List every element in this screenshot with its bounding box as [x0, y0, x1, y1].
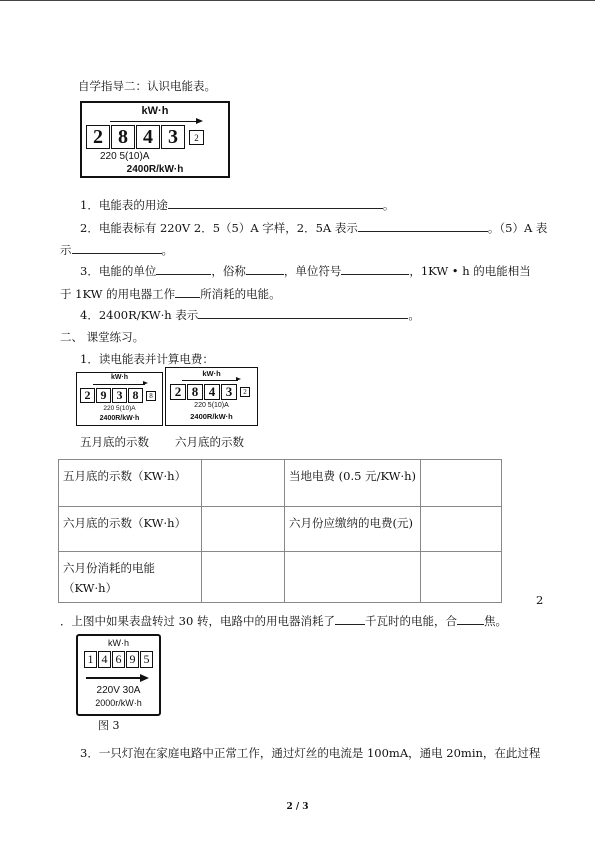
meter-digits	[170, 384, 251, 400]
meter-digit: 2	[170, 384, 186, 400]
meter-unit: kW·h	[108, 638, 129, 648]
arrow-right-icon	[236, 377, 241, 381]
answer-blank[interactable]	[156, 263, 211, 275]
answer-blank[interactable]	[358, 220, 488, 232]
answer-blank[interactable]	[198, 307, 408, 319]
top-rule	[0, 0, 595, 1]
section-heading: 自学指导二：认识电能表。	[78, 79, 216, 93]
arrow-right-icon	[140, 674, 149, 682]
meter-fig3	[76, 634, 161, 716]
table-row	[59, 507, 502, 552]
table-cell-input[interactable]	[202, 507, 285, 552]
meter-may	[76, 372, 163, 426]
table-cell: 六月份应缴纳的电费(元)	[285, 507, 421, 552]
table-row	[59, 552, 502, 603]
meter-constant: 2400R/kW·h	[190, 412, 233, 421]
meter-digit: 6	[112, 651, 125, 668]
meter-rating: 220 5(10)A	[103, 405, 136, 412]
meter-digit: 1	[84, 651, 97, 668]
meter-digit: 8	[111, 125, 135, 149]
meter-digit: 4	[136, 125, 160, 149]
meter-constant: 2400R/kW·h	[99, 415, 140, 422]
table-cell: 六月底的示数（KW·h）	[59, 507, 202, 552]
meter-unit: kW·h	[110, 374, 129, 381]
meter-constant: 2000r/kW·h	[95, 698, 142, 708]
answer-blank[interactable]	[72, 242, 162, 254]
electricity-bill-table	[58, 459, 502, 603]
meter-digits	[86, 125, 205, 149]
answer-blank[interactable]	[457, 613, 484, 625]
meter-digit: 8	[187, 384, 203, 400]
meter-constant: 2400R/kW·h	[126, 164, 184, 175]
meter-arrow-line	[182, 380, 238, 381]
table-cell: 五月底的示数（KW·h）	[59, 460, 202, 507]
table-cell-input[interactable]	[421, 552, 502, 603]
arrow-right-icon	[143, 381, 148, 385]
meter-arrow-line	[86, 677, 142, 679]
answer-blank[interactable]	[246, 263, 284, 275]
meter-digit-decimal: 8	[146, 391, 156, 401]
arrow-right-icon	[196, 118, 203, 124]
page-number: 2 / 3	[286, 802, 309, 812]
table-row	[59, 460, 502, 507]
table-cell-input[interactable]	[202, 460, 285, 507]
question-2: 2．电能表标有 220V 2．5（5）A 字样，2．5A 表示 。（5）A 表	[80, 221, 548, 235]
meter-main	[80, 101, 230, 178]
meter-digit: 8	[128, 388, 143, 403]
meter-digit: 3	[221, 384, 237, 400]
meter-rating: 220 5(10)A	[194, 402, 229, 409]
meter-digit-decimal: 2	[240, 387, 250, 397]
meter-arrow-line	[93, 384, 145, 385]
question-4: 4．2400R/KW·h 表示 。	[80, 308, 420, 322]
meter-june	[165, 367, 258, 426]
answer-blank[interactable]	[335, 613, 365, 625]
meter-digit: 3	[112, 388, 127, 403]
caption-june: 六月底的示数	[175, 435, 244, 449]
meter-rating: 220 5(10)A	[100, 151, 150, 162]
meter-unit: kW·h	[202, 369, 221, 378]
table-cell-input[interactable]	[421, 460, 502, 507]
table-cell: 六月份消耗的电能（KW·h）	[59, 552, 202, 603]
meter-digit: 9	[96, 388, 111, 403]
table-cell-input[interactable]	[202, 552, 285, 603]
section-heading-practice: 二、 课堂练习。	[60, 330, 145, 344]
meter-digit-decimal: 2	[189, 130, 204, 145]
question-2-cont: 示 。	[60, 243, 173, 257]
meter-unit: kW·h	[141, 105, 169, 117]
figure-3-caption: 图 3	[98, 719, 120, 732]
answer-blank[interactable]	[341, 263, 409, 275]
meter-digits	[84, 651, 154, 668]
meter-digit-decimal: 5	[140, 651, 153, 668]
question-1: 1．电能表的用途 。	[80, 198, 395, 212]
table-cell	[285, 552, 421, 603]
answer-blank[interactable]	[175, 286, 200, 298]
meter-digits	[80, 388, 157, 403]
meter-rating: 220V 30A	[96, 685, 141, 696]
meter-digit: 2	[80, 388, 95, 403]
meter-digit: 2	[86, 125, 110, 149]
exercise-2: ．上图中如果表盘转过 30 转，电路中的用电器消耗了 千瓦时的电能，合 焦。	[60, 614, 507, 628]
meter-digit: 4	[98, 651, 111, 668]
caption-may: 五月底的示数	[80, 435, 149, 449]
exercise-2-number: 2	[536, 593, 544, 607]
meter-digit: 3	[161, 125, 185, 149]
meter-arrow-line	[110, 121, 198, 122]
question-3: 3．电能的单位 ，俗称 ，单位符号 ，1KW • h 的电能相当	[80, 264, 531, 278]
table-cell-input[interactable]	[421, 507, 502, 552]
exercise-1: 1．读电能表并计算电费：	[80, 352, 214, 366]
meter-digit: 9	[126, 651, 139, 668]
question-3-cont: 于 1KW 的用电器工作 所消耗的电能。	[60, 287, 281, 301]
meter-digit: 4	[204, 384, 220, 400]
table-cell: 当地电费 (0.5 元/KW·h)	[285, 460, 421, 507]
answer-blank[interactable]	[168, 197, 383, 209]
exercise-3: 3．一只灯泡在家庭电路中正常工作，通过灯丝的电流是 100mA，通电 20min，在此过程	[80, 746, 541, 760]
